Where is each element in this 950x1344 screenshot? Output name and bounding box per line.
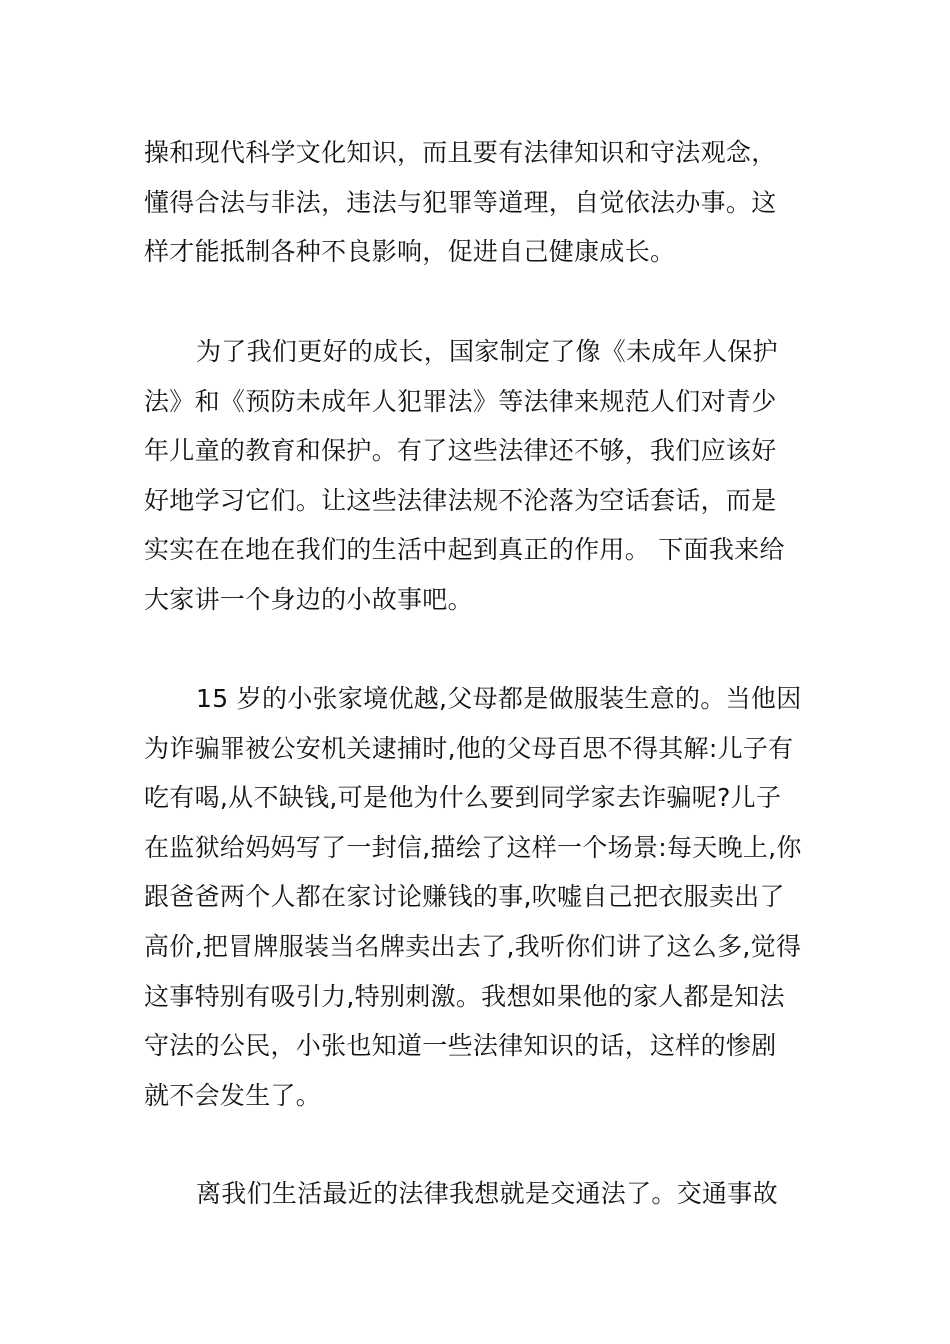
paragraph-line: 离我们生活最近的法律我想就是交通法了。交通事故 (196, 1179, 778, 1208)
paragraph-line: 这事特别有吸引力,特别刺激。我想如果他的家人都是知法 (144, 981, 785, 1011)
paragraph-line: 好地学习它们。让这些法律法规不沦落为空话套话，而是 (144, 485, 777, 515)
paragraph-story (144, 674, 809, 1120)
paragraph-line: 年儿童的教育和保护。有了这些法律还不够，我们应该好 (144, 436, 777, 466)
paragraph-laws (144, 327, 809, 625)
paragraph-line: 吃有喝,从不缺钱,可是他为什么要到同学家去诈骗呢?儿子 (144, 783, 782, 813)
paragraph-line: 为诈骗罪被公安机关逮捕时,他的父母百思不得其解:儿子有 (144, 733, 794, 763)
paragraph-line: 在监狱给妈妈写了一封信,描绘了这样一个场景:每天晚上,你 (144, 832, 802, 862)
paragraph-continuation (144, 128, 809, 277)
paragraph-line: 跟爸爸两个人都在家讨论赚钱的事,吹嘘自己把衣服卖出了 (144, 882, 785, 912)
paragraph-line: 操和现代科学文化知识，而且要有法律知识和守法观念， (144, 138, 777, 167)
paragraph-line: 懂得合法与非法，违法与犯罪等道理，自觉依法办事。这 (144, 187, 777, 217)
paragraph-line: 样才能抵制各种不良影响，促进自己健康成长。 (144, 237, 676, 267)
paragraph-traffic-law (144, 1169, 809, 1219)
paragraph-line: 15 岁的小张家境优越,父母都是做服装生意的。当他因 (196, 684, 802, 713)
paragraph-line: 就不会发生了。 (144, 1080, 322, 1110)
paragraph-line: 大家讲一个身边的小故事吧。 (144, 584, 473, 614)
paragraph-line: 为了我们更好的成长，国家制定了像《未成年人保护 (196, 337, 778, 366)
paragraph-line: 高价,把冒牌服装当名牌卖出去了,我听你们讲了这么多,觉得 (144, 931, 802, 961)
paragraph-line: 实实在在地在我们的生活中起到真正的作用。 下面我来给 (144, 535, 785, 565)
paragraph-line: 守法的公民，小张也知道一些法律知识的话，这样的惨剧 (144, 1031, 777, 1061)
paragraph-line: 法》和《预防未成年人犯罪法》等法律来规范人们对青少 (144, 386, 777, 416)
